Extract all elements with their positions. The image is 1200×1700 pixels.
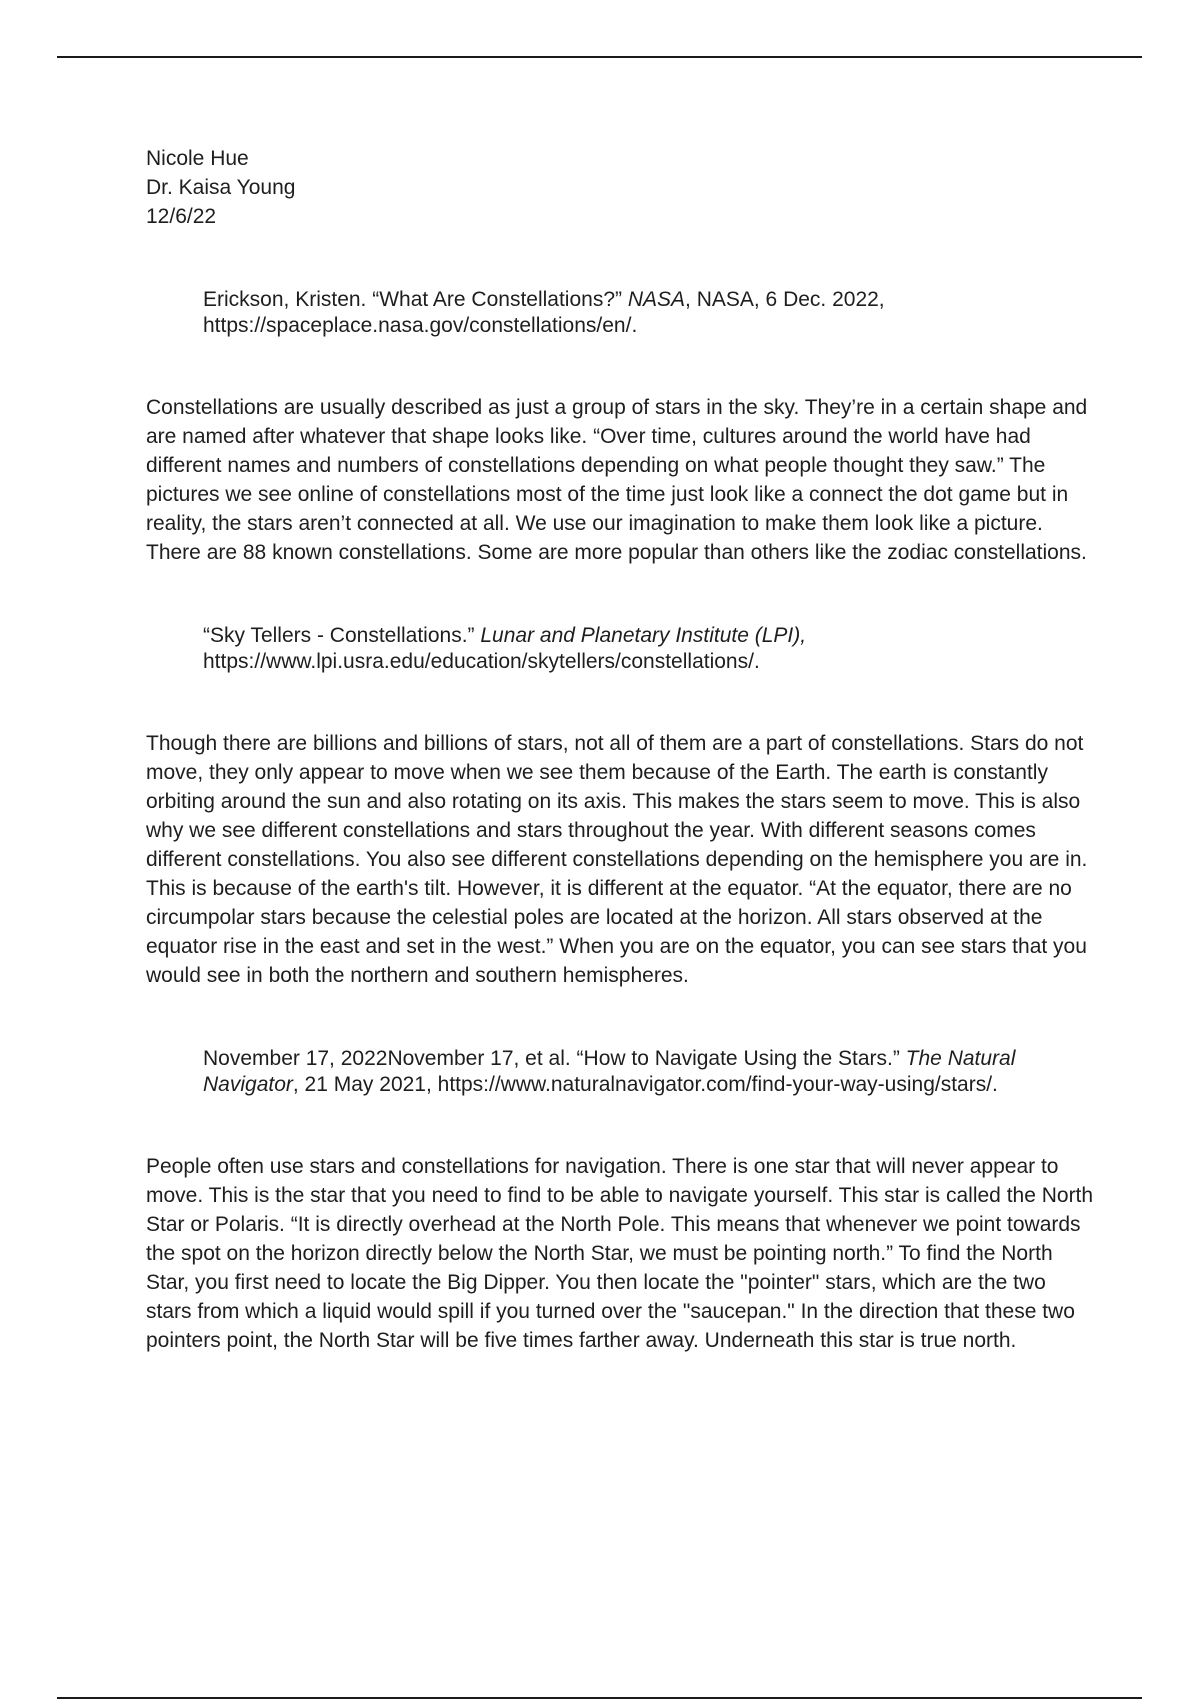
citation-2-title: Lunar and Planetary Institute (LPI), — [480, 624, 807, 647]
bottom-rule — [57, 1697, 1142, 1699]
citation-2 — [203, 623, 1096, 675]
citation-1-tail: , NASA, 6 Dec. 2022, — [685, 288, 885, 311]
citation-1-lead: Erickson, Kristen. “What Are Constellations?” — [203, 288, 628, 311]
summary-paragraph-3: People often use stars and constellations for navigation. There is one star that will never appear to move. This is the star that you need to find to be able to navigate yourself. This star is called the North Star or Polaris. “It is directly overhead at the North Pole. This means that whenever we point towards the spot on the horizon directly below the North Star, we must be pointing north.” To find the North Star, you first need to locate the Big Dipper. You then locate the "pointer" stars, which are the two stars from which a liquid would spill if you turned over the "saucepan." In the direction that these two pointers point, the North Star will be five times farther away. Underneath this star is true north. — [146, 1155, 1094, 1352]
citation-3-title: The Natural Navigator — [203, 1047, 1016, 1096]
citation-1-url: https://spaceplace.nasa.gov/constellations/en/. — [203, 314, 638, 337]
summary-paragraph-1: Constellations are usually described as just a group of stars in the sky. They’re in a certain shape and are named after whatever that shape looks like. “Over time, cultures around the world have had different names and numbers of constellations depending on what people thought they saw.” The pictures we see online of constellations most of the time just look like a connect the dot game but in reality, the stars aren’t connected at all. We use our imagination to make them look like a picture. There are 88 known constellations. Some are more popular than others like the zodiac constellations. — [146, 396, 1088, 564]
summary-paragraph-2: Though there are billions and billions of stars, not all of them are a part of constellations. Stars do not move, they only appear to move when we see them because of the Earth. The earth is constantly orbiting around the sun and also rotating on its axis. This makes the stars seem to move. This is also why we see different constellations and stars throughout the year. With different seasons comes different constellations. You also see different constellations depending on the hemisphere you are in. This is because of the earth's tilt. However, it is different at the equator. “At the equator, there are no circumpolar stars because the celestial poles are located at the horizon. All stars observed at the equator rise in the east and set in the west.” When you are on the equator, you can see stars that you would see in both the northern and southern hemispheres. — [146, 732, 1088, 987]
citation-2-url: https://www.lpi.usra.edu/education/skytellers/constellations/. — [203, 650, 760, 673]
citation-1 — [203, 287, 1096, 339]
document-page — [146, 144, 1096, 1355]
citation-2-lead: “Sky Tellers - Constellations.” — [203, 624, 481, 647]
citation-3-tail: , 21 May 2021, https://www.naturalnavigator.com/find-your-way-using/stars/. — [292, 1073, 998, 1096]
instructor-name: Dr. Kaisa Young — [146, 176, 296, 199]
author-name: Nicole Hue — [146, 147, 249, 170]
top-rule — [57, 56, 1142, 58]
citation-3 — [203, 1046, 1096, 1098]
citation-3-lead: November 17, 2022November 17, et al. “How to Navigate Using the Stars.” — [203, 1047, 906, 1070]
document-date: 12/6/22 — [146, 205, 217, 228]
citation-1-title: NASA — [627, 288, 686, 311]
